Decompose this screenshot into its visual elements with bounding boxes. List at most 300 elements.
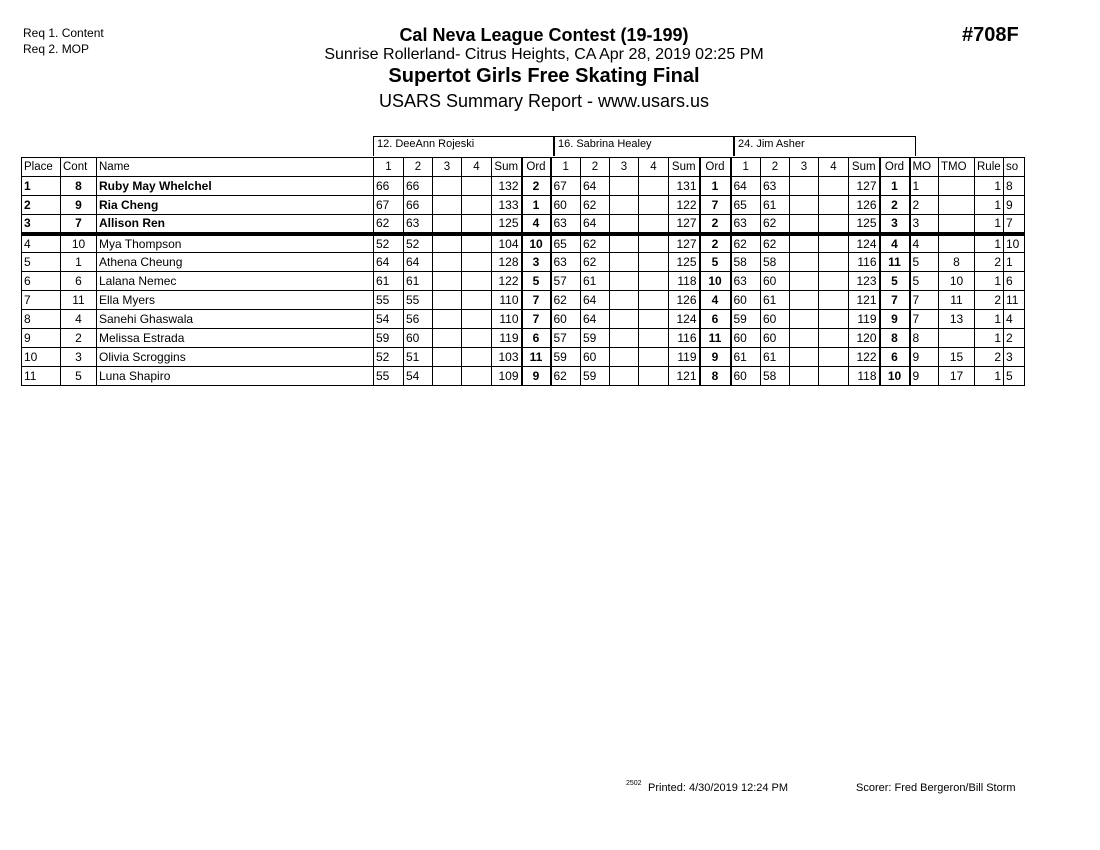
mo-cell: 1 xyxy=(910,177,939,196)
place-cell: 3 xyxy=(22,215,61,234)
j1-score3 xyxy=(433,291,462,310)
j3-sum: 127 xyxy=(849,177,880,196)
j2-score1: 63 xyxy=(551,253,581,272)
j2-sum: 121 xyxy=(669,367,700,386)
j1-ord: 1 xyxy=(522,196,551,215)
j1-score3 xyxy=(433,367,462,386)
place-cell: 4 xyxy=(22,234,61,253)
j1-sum: 119 xyxy=(492,329,522,348)
j2-score4 xyxy=(639,367,669,386)
j1-score4 xyxy=(462,272,492,291)
j3-score1: 61 xyxy=(731,348,761,367)
col-j2-2: 2 xyxy=(581,158,610,177)
j1-score1: 67 xyxy=(374,196,404,215)
j1-score4 xyxy=(462,367,492,386)
mo-cell: 2 xyxy=(910,196,939,215)
j1-score1: 55 xyxy=(374,291,404,310)
j3-ord: 5 xyxy=(880,272,910,291)
col-j2-4: 4 xyxy=(639,158,669,177)
j3-score4 xyxy=(819,196,849,215)
j2-score2: 61 xyxy=(581,272,610,291)
j3-sum: 118 xyxy=(849,367,880,386)
j2-score4 xyxy=(639,215,669,234)
j1-ord: 5 xyxy=(522,272,551,291)
table-row xyxy=(22,272,1025,291)
so-cell: 11 xyxy=(1004,291,1025,310)
name-cell: Luna Shapiro xyxy=(97,367,374,386)
col-j1-2: 2 xyxy=(404,158,433,177)
rule-cell: 2 xyxy=(975,291,1004,310)
j1-score4 xyxy=(462,215,492,234)
j2-score2: 62 xyxy=(581,234,610,253)
j3-score2: 61 xyxy=(761,196,790,215)
j3-score3 xyxy=(790,215,819,234)
j1-ord: 7 xyxy=(522,291,551,310)
j1-ord: 10 xyxy=(522,234,551,253)
tmo-cell xyxy=(939,234,975,253)
cont-cell: 5 xyxy=(61,367,97,386)
j3-ord: 8 xyxy=(880,329,910,348)
mo-cell: 5 xyxy=(910,272,939,291)
place-cell: 6 xyxy=(22,272,61,291)
j2-ord: 5 xyxy=(700,253,731,272)
j2-score1: 60 xyxy=(551,310,581,329)
j2-score2: 64 xyxy=(581,177,610,196)
j2-score2: 60 xyxy=(581,348,610,367)
j1-sum: 110 xyxy=(492,310,522,329)
rule-cell: 1 xyxy=(975,196,1004,215)
results-body xyxy=(22,177,1025,386)
j3-score2: 58 xyxy=(761,367,790,386)
j1-sum: 109 xyxy=(492,367,522,386)
j1-score3 xyxy=(433,215,462,234)
j3-score4 xyxy=(819,234,849,253)
j3-score3 xyxy=(790,291,819,310)
j1-score2: 63 xyxy=(404,215,433,234)
j3-sum: 120 xyxy=(849,329,880,348)
mo-cell: 9 xyxy=(910,367,939,386)
j1-score4 xyxy=(462,196,492,215)
col-j1-ord: Ord xyxy=(522,158,551,177)
tmo-cell xyxy=(939,196,975,215)
cont-cell: 1 xyxy=(61,253,97,272)
j1-sum: 110 xyxy=(492,291,522,310)
name-cell: Olivia Scroggins xyxy=(97,348,374,367)
j2-score1: 63 xyxy=(551,215,581,234)
col-j3-ord: Ord xyxy=(880,158,910,177)
j3-score1: 63 xyxy=(731,215,761,234)
j2-ord: 8 xyxy=(700,367,731,386)
rule-cell: 2 xyxy=(975,348,1004,367)
col-j2-1: 1 xyxy=(551,158,581,177)
j3-ord: 6 xyxy=(880,348,910,367)
rule-cell: 1 xyxy=(975,177,1004,196)
j3-score3 xyxy=(790,177,819,196)
j2-score2: 62 xyxy=(581,253,610,272)
j2-score3 xyxy=(610,234,639,253)
contest-venue-date: Sunrise Rollerland- Citrus Heights, CA Apr 28, 2019 02:25 PM xyxy=(324,46,764,63)
j1-sum: 125 xyxy=(492,215,522,234)
cont-cell: 4 xyxy=(61,310,97,329)
col-j1-3: 3 xyxy=(433,158,462,177)
j3-ord: 10 xyxy=(880,367,910,386)
j1-score2: 66 xyxy=(404,177,433,196)
rule-cell: 1 xyxy=(975,272,1004,291)
j2-score2: 59 xyxy=(581,329,610,348)
j3-score2: 60 xyxy=(761,310,790,329)
place-cell: 2 xyxy=(22,196,61,215)
j2-score4 xyxy=(639,234,669,253)
j1-score3 xyxy=(433,348,462,367)
j2-sum: 126 xyxy=(669,291,700,310)
event-title: Supertot Girls Free Skating Final xyxy=(388,65,700,87)
j3-score4 xyxy=(819,215,849,234)
j2-ord: 2 xyxy=(700,215,731,234)
rule-cell: 1 xyxy=(975,367,1004,386)
cont-cell: 9 xyxy=(61,196,97,215)
col-j2-sum: Sum xyxy=(669,158,700,177)
j3-sum: 121 xyxy=(849,291,880,310)
j2-sum: 124 xyxy=(669,310,700,329)
j2-score1: 65 xyxy=(551,234,581,253)
j3-score1: 60 xyxy=(731,329,761,348)
tmo-cell xyxy=(939,329,975,348)
name-cell: Ruby May Whelchel xyxy=(97,177,374,196)
j2-score3 xyxy=(610,253,639,272)
table-row xyxy=(22,234,1025,253)
j3-ord: 2 xyxy=(880,196,910,215)
so-cell: 7 xyxy=(1004,215,1025,234)
j2-ord: 2 xyxy=(700,234,731,253)
j1-score1: 59 xyxy=(374,329,404,348)
j1-score4 xyxy=(462,177,492,196)
name-cell: Melissa Estrada xyxy=(97,329,374,348)
name-cell: Ria Cheng xyxy=(97,196,374,215)
j2-score4 xyxy=(639,291,669,310)
j2-score3 xyxy=(610,272,639,291)
j1-ord: 4 xyxy=(522,215,551,234)
j3-sum: 126 xyxy=(849,196,880,215)
judge-2-header: 16. Sabrina Healey xyxy=(554,136,734,156)
printed-timestamp: Printed: 4/30/2019 12:24 PM xyxy=(648,782,789,794)
j2-ord: 10 xyxy=(700,272,731,291)
mo-cell: 9 xyxy=(910,348,939,367)
col-j2-3: 3 xyxy=(610,158,639,177)
j3-score3 xyxy=(790,196,819,215)
j1-score2: 54 xyxy=(404,367,433,386)
mo-cell: 8 xyxy=(910,329,939,348)
col-mo: MO xyxy=(910,158,939,177)
j2-score2: 59 xyxy=(581,367,610,386)
j2-ord: 1 xyxy=(700,177,731,196)
j3-score4 xyxy=(819,348,849,367)
so-cell: 2 xyxy=(1004,329,1025,348)
j3-score2: 58 xyxy=(761,253,790,272)
name-cell: Lalana Nemec xyxy=(97,272,374,291)
j3-score3 xyxy=(790,329,819,348)
j1-sum: 104 xyxy=(492,234,522,253)
j2-score3 xyxy=(610,367,639,386)
report-title: USARS Summary Report - www.usars.us xyxy=(378,91,710,111)
mo-cell: 7 xyxy=(910,310,939,329)
col-cont: Cont xyxy=(61,158,97,177)
j1-score2: 64 xyxy=(404,253,433,272)
j1-score2: 52 xyxy=(404,234,433,253)
footer-code: 2502 xyxy=(626,780,642,787)
j3-score2: 62 xyxy=(761,215,790,234)
cont-cell: 11 xyxy=(61,291,97,310)
j2-ord: 7 xyxy=(700,196,731,215)
j1-score1: 61 xyxy=(374,272,404,291)
j1-score3 xyxy=(433,177,462,196)
j3-score4 xyxy=(819,177,849,196)
j1-ord: 2 xyxy=(522,177,551,196)
j3-score1: 63 xyxy=(731,272,761,291)
j1-score3 xyxy=(433,272,462,291)
j3-ord: 9 xyxy=(880,310,910,329)
table-row xyxy=(22,329,1025,348)
col-name: Name xyxy=(97,158,374,177)
j2-score4 xyxy=(639,253,669,272)
j3-score2: 62 xyxy=(761,234,790,253)
j1-sum: 122 xyxy=(492,272,522,291)
j1-score2: 61 xyxy=(404,272,433,291)
j2-sum: 118 xyxy=(669,272,700,291)
table-row xyxy=(22,215,1025,234)
j3-sum: 122 xyxy=(849,348,880,367)
j3-score2: 61 xyxy=(761,348,790,367)
table-row xyxy=(22,196,1025,215)
j3-score2: 63 xyxy=(761,177,790,196)
so-cell: 6 xyxy=(1004,272,1025,291)
j3-score3 xyxy=(790,367,819,386)
place-cell: 9 xyxy=(22,329,61,348)
j2-score2: 64 xyxy=(581,310,610,329)
j1-score1: 66 xyxy=(374,177,404,196)
col-j1-4: 4 xyxy=(462,158,492,177)
j2-score1: 62 xyxy=(551,291,581,310)
cont-cell: 6 xyxy=(61,272,97,291)
so-cell: 8 xyxy=(1004,177,1025,196)
j3-score3 xyxy=(790,348,819,367)
col-j3-2: 2 xyxy=(761,158,790,177)
rule-cell: 1 xyxy=(975,234,1004,253)
j1-score4 xyxy=(462,348,492,367)
j1-score1: 55 xyxy=(374,367,404,386)
j3-score1: 64 xyxy=(731,177,761,196)
j2-score1: 60 xyxy=(551,196,581,215)
j3-score4 xyxy=(819,272,849,291)
j1-score3 xyxy=(433,329,462,348)
j3-score1: 62 xyxy=(731,234,761,253)
tmo-cell: 11 xyxy=(939,291,975,310)
table-row xyxy=(22,310,1025,329)
table-row xyxy=(22,291,1025,310)
table-row xyxy=(22,253,1025,272)
j2-score4 xyxy=(639,329,669,348)
j1-score1: 62 xyxy=(374,215,404,234)
cont-cell: 3 xyxy=(61,348,97,367)
cont-cell: 10 xyxy=(61,234,97,253)
j3-score1: 60 xyxy=(731,291,761,310)
scorer-names: Scorer: Fred Bergeron/Bill Storm xyxy=(856,782,1016,794)
j2-score1: 57 xyxy=(551,329,581,348)
so-cell: 1 xyxy=(1004,253,1025,272)
j2-sum: 127 xyxy=(669,215,700,234)
j1-score1: 54 xyxy=(374,310,404,329)
rule-cell: 1 xyxy=(975,310,1004,329)
j3-sum: 123 xyxy=(849,272,880,291)
j1-score3 xyxy=(433,253,462,272)
tmo-cell: 10 xyxy=(939,272,975,291)
j2-score2: 62 xyxy=(581,196,610,215)
j2-score2: 64 xyxy=(581,291,610,310)
j1-score1: 52 xyxy=(374,234,404,253)
j2-ord: 11 xyxy=(700,329,731,348)
j1-score4 xyxy=(462,291,492,310)
j3-score2: 60 xyxy=(761,329,790,348)
so-cell: 3 xyxy=(1004,348,1025,367)
name-cell: Mya Thompson xyxy=(97,234,374,253)
cont-cell: 7 xyxy=(61,215,97,234)
j1-ord: 11 xyxy=(522,348,551,367)
j2-sum: 119 xyxy=(669,348,700,367)
tmo-cell xyxy=(939,215,975,234)
j3-score1: 60 xyxy=(731,367,761,386)
j3-score2: 60 xyxy=(761,272,790,291)
name-cell: Sanehi Ghaswala xyxy=(97,310,374,329)
col-j1-1: 1 xyxy=(374,158,404,177)
j2-sum: 122 xyxy=(669,196,700,215)
j1-score4 xyxy=(462,253,492,272)
place-cell: 7 xyxy=(22,291,61,310)
j2-sum: 127 xyxy=(669,234,700,253)
j3-ord: 1 xyxy=(880,177,910,196)
cont-cell: 2 xyxy=(61,329,97,348)
j1-score2: 66 xyxy=(404,196,433,215)
mo-cell: 5 xyxy=(910,253,939,272)
j2-ord: 6 xyxy=(700,310,731,329)
j3-score4 xyxy=(819,291,849,310)
j3-sum: 124 xyxy=(849,234,880,253)
col-j3-3: 3 xyxy=(790,158,819,177)
judge-1-header: 12. DeeAnn Rojeski xyxy=(373,136,554,156)
j2-score3 xyxy=(610,177,639,196)
j2-score4 xyxy=(639,272,669,291)
j1-score3 xyxy=(433,234,462,253)
j1-score2: 60 xyxy=(404,329,433,348)
col-so: so xyxy=(1004,158,1025,177)
table-header-row xyxy=(22,158,1025,177)
j3-ord: 7 xyxy=(880,291,910,310)
j1-sum: 132 xyxy=(492,177,522,196)
j2-score3 xyxy=(610,329,639,348)
contest-id: #708F xyxy=(962,24,1019,46)
table-row xyxy=(22,177,1025,196)
j2-score1: 59 xyxy=(551,348,581,367)
results-table xyxy=(21,157,1025,386)
tmo-cell: 17 xyxy=(939,367,975,386)
place-cell: 5 xyxy=(22,253,61,272)
j2-sum: 116 xyxy=(669,329,700,348)
j1-score2: 55 xyxy=(404,291,433,310)
j2-score4 xyxy=(639,348,669,367)
requirement-2: Req 2. MOP xyxy=(23,42,90,56)
col-tmo: TMO xyxy=(939,158,975,177)
j2-score4 xyxy=(639,177,669,196)
j3-sum: 125 xyxy=(849,215,880,234)
mo-cell: 3 xyxy=(910,215,939,234)
tmo-cell: 15 xyxy=(939,348,975,367)
j1-ord: 9 xyxy=(522,367,551,386)
name-cell: Allison Ren xyxy=(97,215,374,234)
j3-score1: 59 xyxy=(731,310,761,329)
cont-cell: 8 xyxy=(61,177,97,196)
so-cell: 9 xyxy=(1004,196,1025,215)
so-cell: 4 xyxy=(1004,310,1025,329)
j3-score4 xyxy=(819,253,849,272)
j1-sum: 133 xyxy=(492,196,522,215)
j3-score3 xyxy=(790,234,819,253)
j3-score1: 65 xyxy=(731,196,761,215)
so-cell: 5 xyxy=(1004,367,1025,386)
j2-score1: 62 xyxy=(551,367,581,386)
j2-score3 xyxy=(610,348,639,367)
mo-cell: 4 xyxy=(910,234,939,253)
j2-ord: 9 xyxy=(700,348,731,367)
col-rule: Rule xyxy=(975,158,1004,177)
rule-cell: 2 xyxy=(975,253,1004,272)
j3-ord: 3 xyxy=(880,215,910,234)
j1-score4 xyxy=(462,329,492,348)
j2-score4 xyxy=(639,196,669,215)
rule-cell: 1 xyxy=(975,329,1004,348)
j2-score3 xyxy=(610,310,639,329)
j1-ord: 7 xyxy=(522,310,551,329)
col-j3-1: 1 xyxy=(731,158,761,177)
name-cell: Athena Cheung xyxy=(97,253,374,272)
requirement-1: Req 1. Content xyxy=(23,26,104,40)
j3-score1: 58 xyxy=(731,253,761,272)
tmo-cell: 13 xyxy=(939,310,975,329)
j1-score1: 52 xyxy=(374,348,404,367)
place-cell: 10 xyxy=(22,348,61,367)
j3-score4 xyxy=(819,310,849,329)
j2-score3 xyxy=(610,215,639,234)
j1-score1: 64 xyxy=(374,253,404,272)
tmo-cell: 8 xyxy=(939,253,975,272)
j3-score4 xyxy=(819,367,849,386)
j3-score3 xyxy=(790,253,819,272)
j3-ord: 11 xyxy=(880,253,910,272)
j2-ord: 4 xyxy=(700,291,731,310)
j2-score1: 57 xyxy=(551,272,581,291)
j3-score2: 61 xyxy=(761,291,790,310)
j2-score3 xyxy=(610,291,639,310)
j2-score1: 67 xyxy=(551,177,581,196)
col-j3-4: 4 xyxy=(819,158,849,177)
contest-title: Cal Neva League Contest (19-199) xyxy=(399,25,689,45)
so-cell: 10 xyxy=(1004,234,1025,253)
j1-score4 xyxy=(462,234,492,253)
j2-score4 xyxy=(639,310,669,329)
j1-score4 xyxy=(462,310,492,329)
j3-score3 xyxy=(790,310,819,329)
table-row xyxy=(22,348,1025,367)
j1-ord: 6 xyxy=(522,329,551,348)
j1-sum: 128 xyxy=(492,253,522,272)
j1-score2: 51 xyxy=(404,348,433,367)
